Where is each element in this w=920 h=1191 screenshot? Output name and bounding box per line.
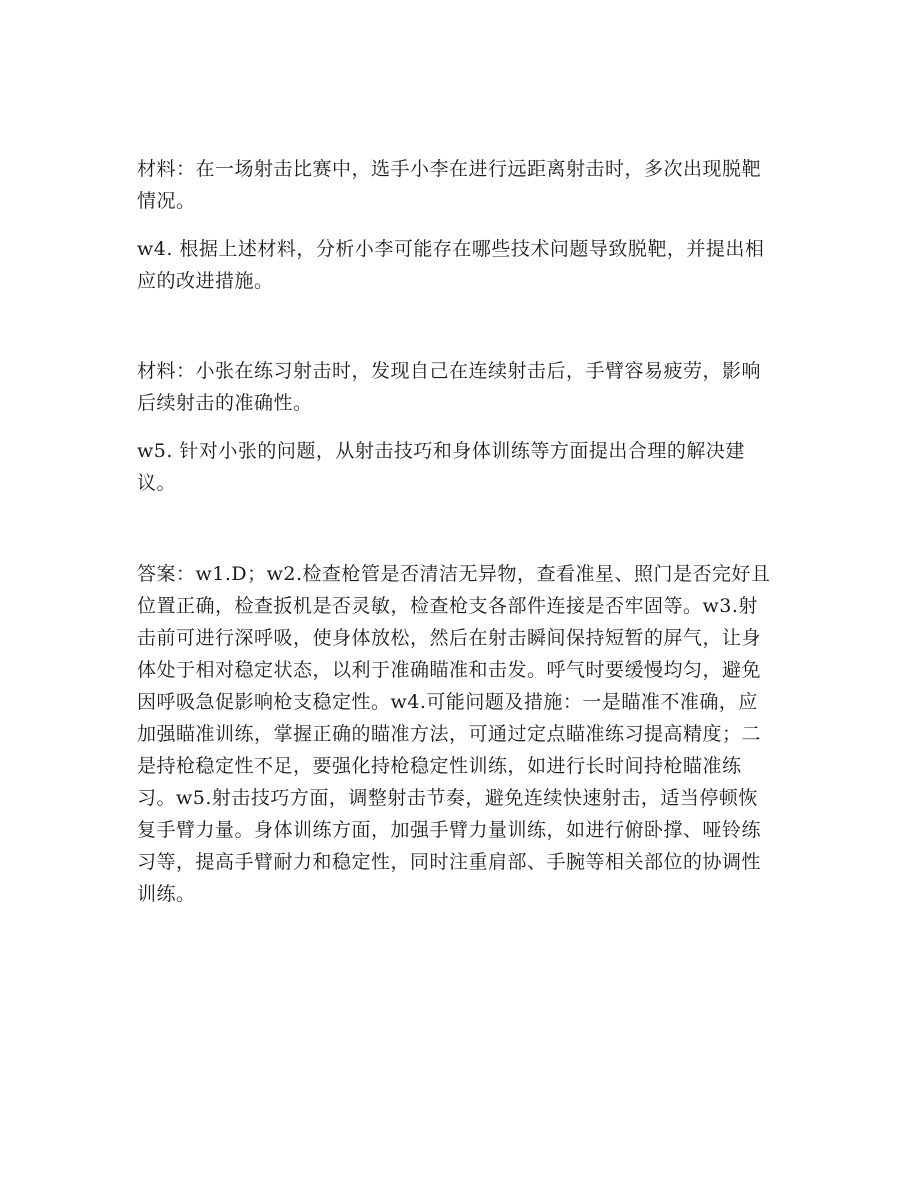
- question-5-paragraph: w5. 针对小张的问题，从射击技巧和身体训练等方面提出合理的解决建议。: [137, 440, 745, 494]
- material-paragraph-1: 材料：在一场射击比赛中，选手小李在进行远距离射击时，多次出现脱靶情况。: [137, 158, 762, 212]
- question-4-paragraph: w4. 根据上述材料，分析小李可能存在哪些技术问题导致脱靶，并提出相应的改进措施。: [137, 238, 765, 292]
- answer-paragraph: 答案：w1.D；w2.检查枪管是否清洁无异物，查看准星、照门是否完好且位置正确，检查扳机是否灵敏，检查枪支各部件连接是否牢固等。w3.射击前可进行深呼吸，使身体放松，然后在射击瞬间保持短暂的屏气，让身体处于相对稳定状态，以利于准确瞄准和击发。呼气时要缓慢均匀，避免因呼吸急促影响枪支稳定性。w4.可能问题及措施：一是瞄准不准确，应加强瞄准训练，掌握正确的瞄准方法，可通过定点瞄准练习提高精度；二是持枪稳定性不足，要强化持枪稳定性训练，如进行长时间持枪瞄准练习。w5.射击技巧方面，调整射击节奏，避免连续快速射击，适当停顿恢复手臂力量。身体训练方面，加强手臂力量训练，如进行俯卧撑、哑铃练习等，提高手臂耐力和稳定性，同时注重肩部、手腕等相关部位的协调性训练。: [137, 563, 771, 905]
- material-paragraph-2: 材料：小张在练习射击时，发现自己在连续射击后，手臂容易疲劳，影响后续射击的准确性。: [137, 360, 762, 414]
